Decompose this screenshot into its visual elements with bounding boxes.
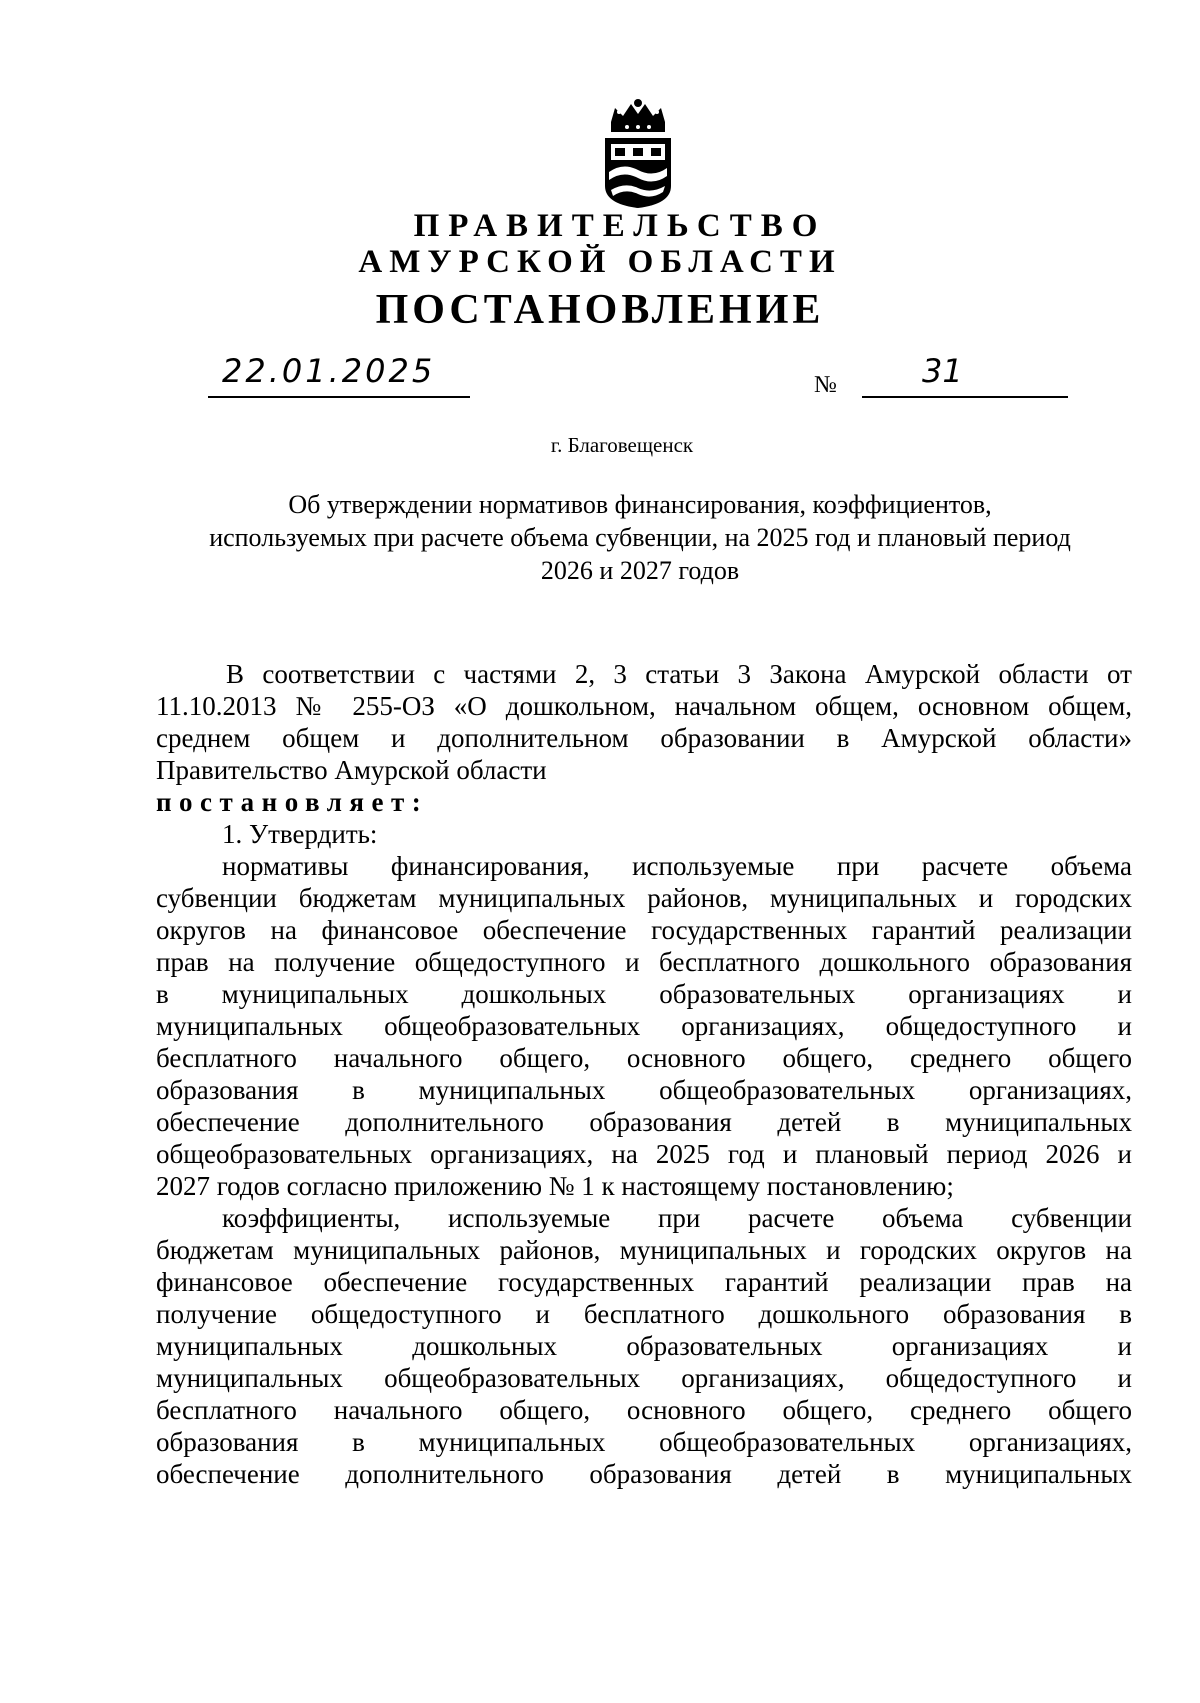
coat-of-arms-emblem bbox=[597, 98, 679, 210]
body-line: 2027 годов согласно приложению № 1 к настоящему постановлению; bbox=[156, 1171, 954, 1201]
body-line: среднем общем и дополнительном образовании в Амурской области» bbox=[156, 723, 1132, 753]
organization-name-line1: ПРАВИТЕЛЬСТВО bbox=[413, 208, 827, 244]
resolution-body bbox=[156, 658, 1132, 1490]
body-line: образования в муниципальных общеобразовательных организациях, bbox=[156, 1427, 1132, 1457]
body-line: обеспечение дополнительного образования детей в муниципальных bbox=[156, 1459, 1132, 1489]
body-line: 11.10.2013 № 255-ОЗ «О дошкольном, начальном общем, основном общем, bbox=[156, 691, 1132, 721]
body-line: субвенции бюджетам муниципальных районов, муниципальных и городских bbox=[156, 883, 1132, 913]
number-underline bbox=[862, 396, 1068, 398]
city-name: г. Благовещенск bbox=[550, 433, 694, 457]
decree-keyword: постановляет: bbox=[156, 787, 429, 817]
body-line: образования в муниципальных общеобразовательных организациях, bbox=[156, 1075, 1132, 1105]
resolution-title bbox=[150, 488, 1130, 587]
date-underline bbox=[208, 396, 470, 398]
handwritten-number: 31 bbox=[922, 352, 963, 390]
date-field bbox=[208, 352, 470, 398]
body-line: муниципальных дошкольных образовательных организациях и bbox=[156, 1331, 1132, 1361]
body-line: коэффициенты, используемые при расчете объема субвенции bbox=[222, 1203, 1132, 1233]
body-line: общеобразовательных организациях, на 2025 год и плановый период 2026 и bbox=[156, 1139, 1132, 1169]
title-line: 2026 и 2027 годов bbox=[540, 556, 740, 585]
body-line: бесплатного начального общего, основного общего, среднего общего bbox=[156, 1395, 1132, 1425]
body-line: Правительство Амурской области bbox=[156, 755, 547, 785]
body-line: бесплатного начального общего, основного общего, среднего общего bbox=[156, 1043, 1132, 1073]
body-line: бюджетам муниципальных районов, муниципальных и городских округов на bbox=[156, 1235, 1132, 1265]
title-line: используемых при расчете объема субвенции, на 2025 год и плановый период bbox=[209, 523, 1071, 552]
title-line: Об утверждении нормативов финансирования, коэффициентов, bbox=[288, 490, 992, 519]
document-type-title: ПОСТАНОВЛЕНИЕ bbox=[375, 287, 825, 333]
number-label: № bbox=[814, 372, 837, 398]
body-line: муниципальных общеобразовательных организациях, общедоступного и bbox=[156, 1011, 1132, 1041]
body-line: В соответствии с частями 2, 3 статьи 3 Закона Амурской области от bbox=[226, 659, 1132, 689]
body-line: округов на финансовое обеспечение государственных гарантий реализации bbox=[156, 915, 1132, 945]
handwritten-date: 22.01.2025 bbox=[222, 352, 436, 390]
body-line: нормативы финансирования, используемые при расчете объема bbox=[222, 851, 1132, 881]
body-line: финансовое обеспечение государственных гарантий реализации прав на bbox=[156, 1267, 1132, 1297]
body-line: в муниципальных дошкольных образовательных организациях и bbox=[156, 979, 1132, 1009]
body-line: обеспечение дополнительного образования детей в муниципальных bbox=[156, 1107, 1132, 1137]
body-line: муниципальных общеобразовательных организациях, общедоступного и bbox=[156, 1363, 1132, 1393]
number-field bbox=[862, 352, 1068, 398]
body-line: прав на получение общедоступного и бесплатного дошкольного образования bbox=[156, 947, 1132, 977]
organization-name-line2: АМУРСКОЙ ОБЛАСТИ bbox=[358, 244, 842, 280]
body-line: получение общедоступного и бесплатного дошкольного образования в bbox=[156, 1299, 1132, 1329]
body-line: 1. Утвердить: bbox=[222, 819, 378, 849]
